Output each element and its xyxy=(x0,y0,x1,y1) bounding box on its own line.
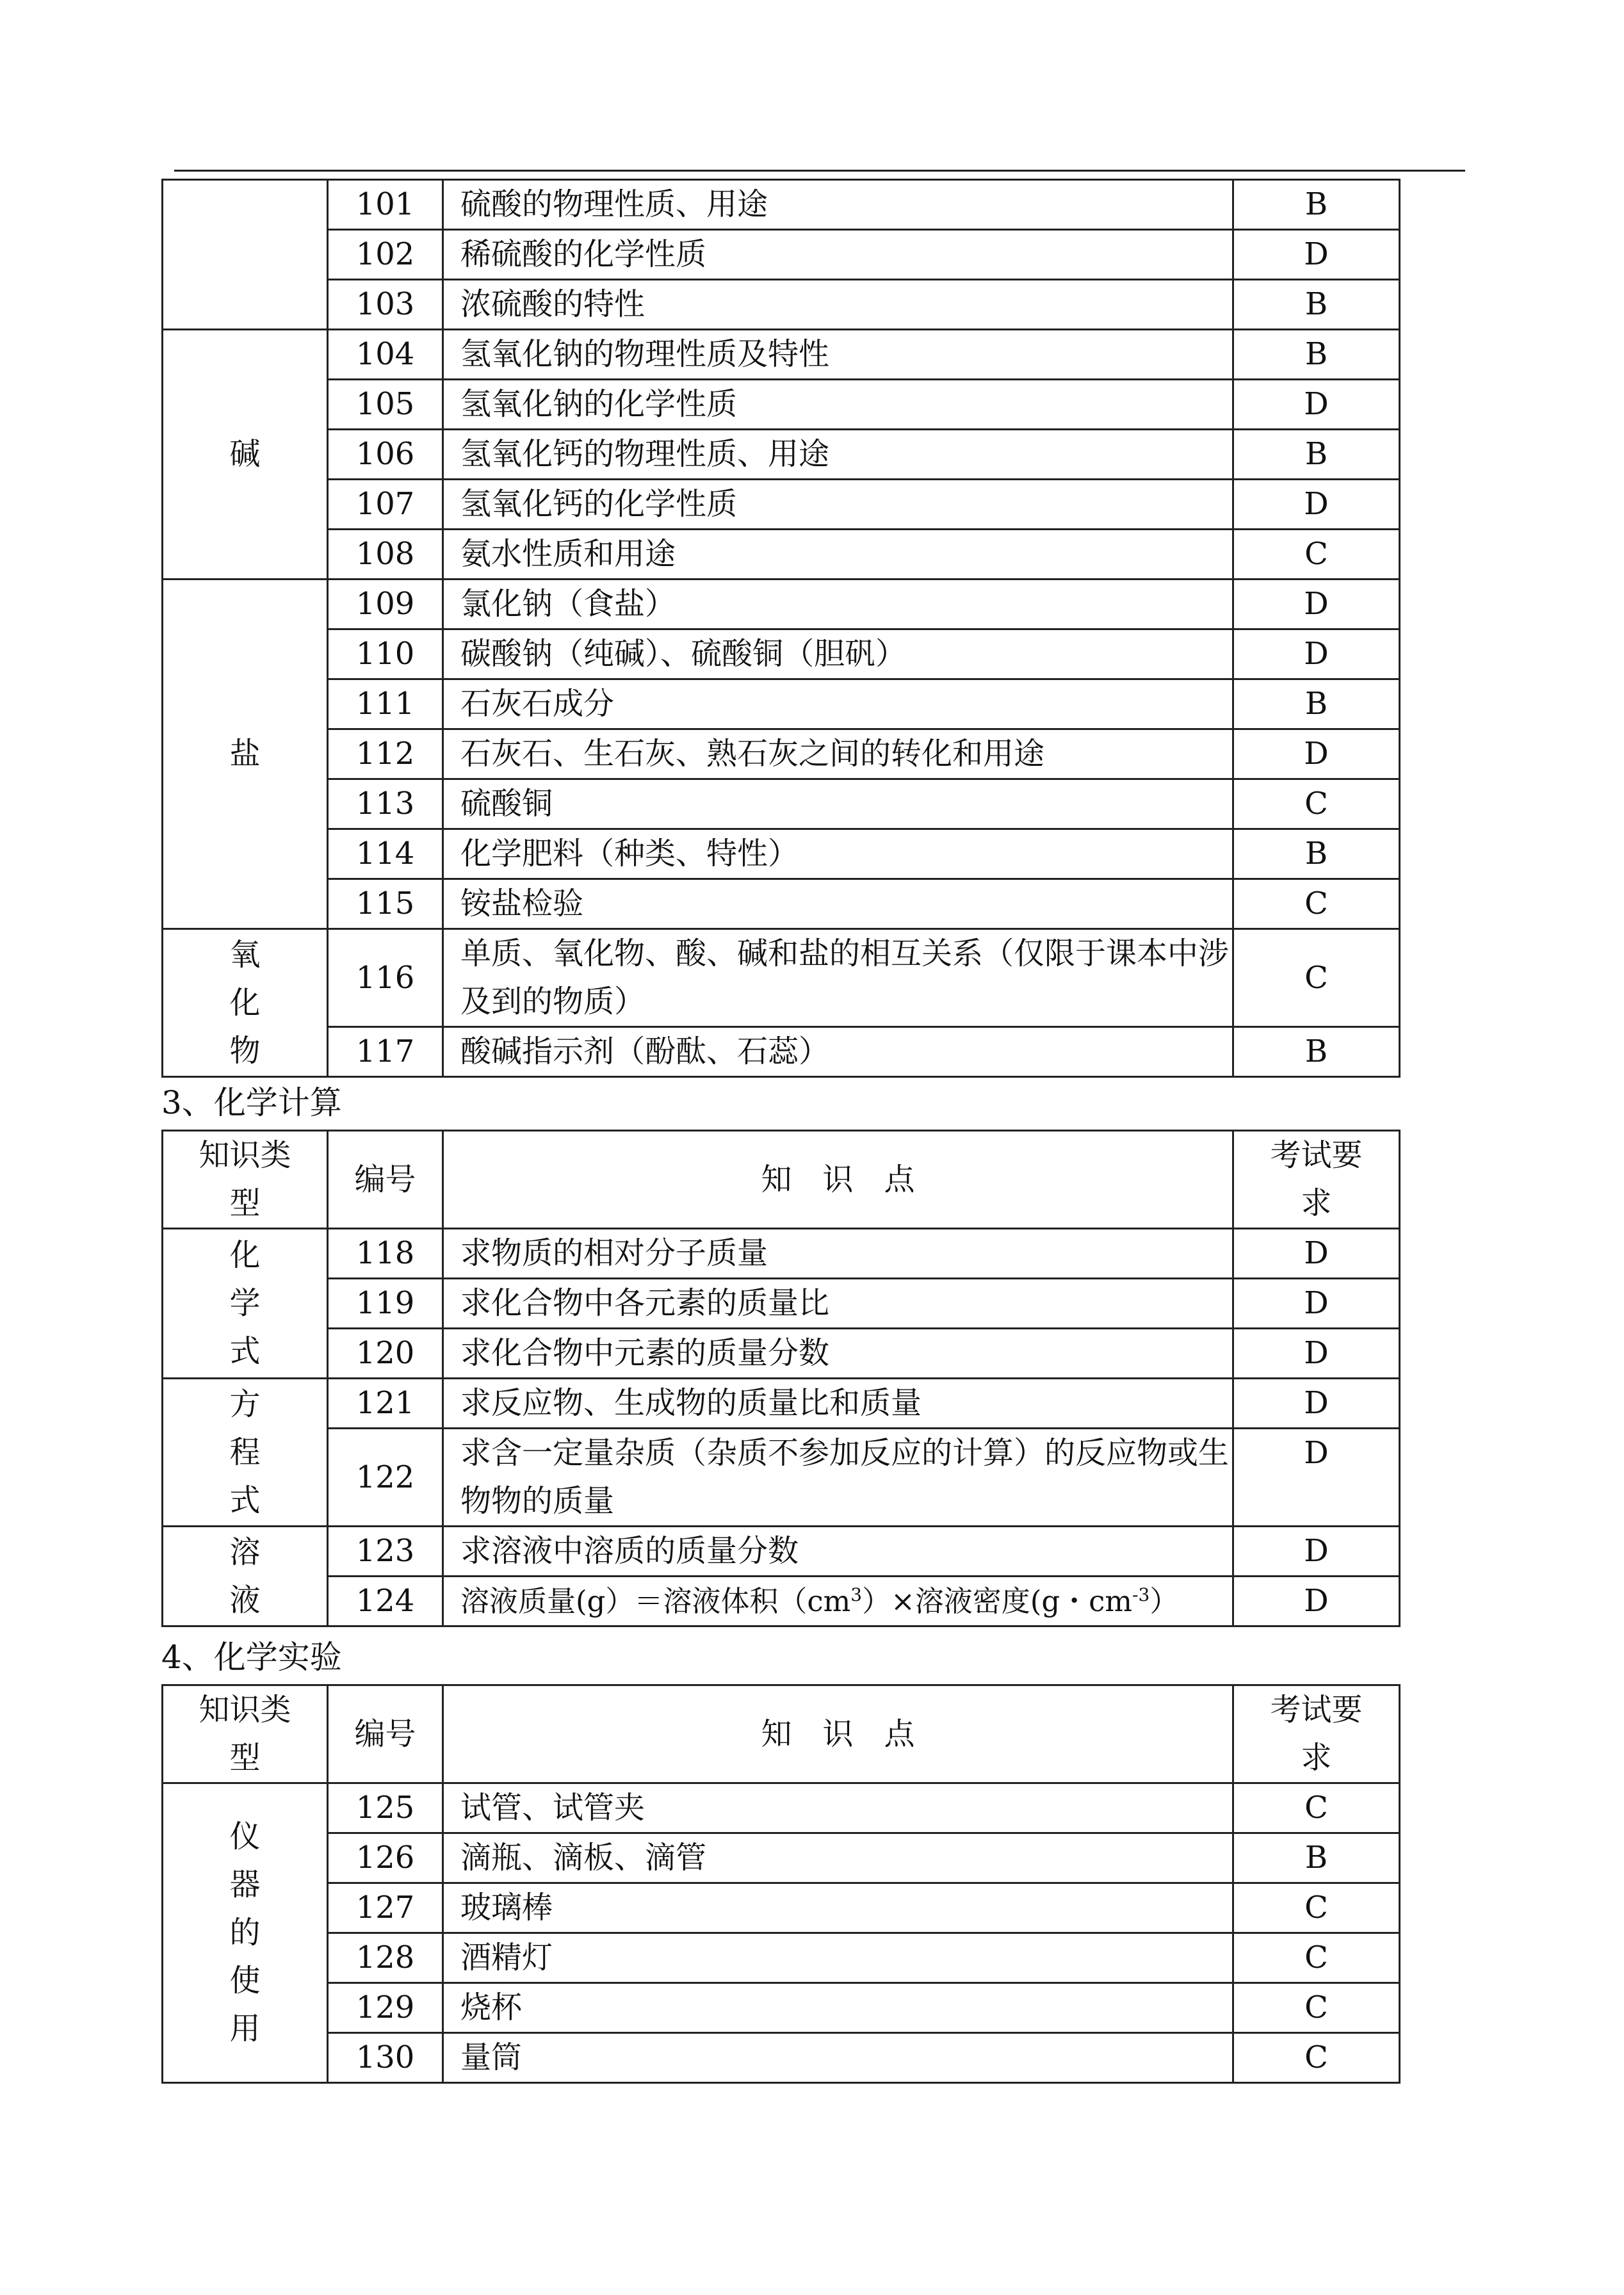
header-knowledge-point: 知识点 xyxy=(443,1685,1233,1783)
header-number: 编号 xyxy=(328,1131,443,1229)
table-row xyxy=(163,430,1400,480)
knowledge-point: 试管、试管夹 xyxy=(443,1783,1233,1833)
knowledge-point: 氢氧化钙的物理性质、用途 xyxy=(443,430,1233,480)
row-number: 125 xyxy=(328,1783,443,1833)
exam-requirement: B xyxy=(1233,280,1400,330)
row-number: 111 xyxy=(328,679,443,729)
exam-requirement: C xyxy=(1233,1983,1400,2033)
table-row xyxy=(163,729,1400,779)
table-row xyxy=(163,1783,1400,1833)
exam-requirement: B xyxy=(1233,1027,1400,1077)
exam-requirement: C xyxy=(1233,2033,1400,2083)
row-number: 104 xyxy=(328,330,443,380)
row-number: 127 xyxy=(328,1883,443,1933)
category-base: 碱 xyxy=(163,330,328,580)
table-row xyxy=(163,380,1400,430)
table-row xyxy=(163,1833,1400,1883)
knowledge-point: 氢氧化钠的物理性质及特性 xyxy=(443,330,1233,380)
table-header-row xyxy=(163,1131,1400,1229)
knowledge-point: 石灰石成分 xyxy=(443,679,1233,729)
row-number: 119 xyxy=(328,1279,443,1329)
row-number: 117 xyxy=(328,1027,443,1077)
table-row xyxy=(163,180,1400,230)
knowledge-point: 求含一定量杂质（杂质不参加反应的计算）的反应物或生物物的质量 xyxy=(443,1429,1233,1527)
exam-requirement: D xyxy=(1233,1379,1400,1429)
row-number: 102 xyxy=(328,230,443,280)
table-row xyxy=(163,629,1400,679)
knowledge-point: 氨水性质和用途 xyxy=(443,530,1233,580)
table-row xyxy=(163,829,1400,879)
knowledge-point: 稀硫酸的化学性质 xyxy=(443,230,1233,280)
exam-requirement: C xyxy=(1233,1933,1400,1983)
table-row xyxy=(163,2033,1400,2083)
row-number: 107 xyxy=(328,480,443,530)
category-acid-cell xyxy=(163,180,328,330)
row-number: 106 xyxy=(328,430,443,480)
table-header-row xyxy=(163,1685,1400,1783)
knowledge-point: 溶液质量(g）＝溶液体积$(cm^3)\times$溶液密度(g・$cm^{-3}$） xyxy=(443,1577,1233,1626)
knowledge-point: 碳酸钠（纯碱）、硫酸铜（胆矾） xyxy=(443,629,1233,679)
knowledge-point: 求化合物中各元素的质量比 xyxy=(443,1279,1233,1329)
row-number: 109 xyxy=(328,580,443,629)
exam-requirement: B xyxy=(1233,330,1400,380)
exam-requirement: D xyxy=(1233,480,1400,530)
knowledge-point: 玻璃棒 xyxy=(443,1883,1233,1933)
row-number: 130 xyxy=(328,2033,443,2083)
knowledge-point: 石灰石、生石灰、熟石灰之间的转化和用途 xyxy=(443,729,1233,779)
category-solution: 溶 液 xyxy=(163,1527,328,1626)
table-row xyxy=(163,679,1400,729)
table-row xyxy=(163,779,1400,829)
knowledge-point: 烧杯 xyxy=(443,1983,1233,2033)
exam-requirement: D xyxy=(1233,230,1400,280)
exam-requirement: C xyxy=(1233,530,1400,580)
table-row xyxy=(163,330,1400,380)
row-number: 123 xyxy=(328,1527,443,1577)
section-title-chemical-calculation: 3、化学计算 xyxy=(161,1084,342,1121)
exam-requirement: C xyxy=(1233,929,1400,1027)
exam-requirement: B xyxy=(1233,430,1400,480)
row-number: 129 xyxy=(328,1983,443,2033)
category-equation: 方 程 式 xyxy=(163,1379,328,1527)
header-number: 编号 xyxy=(328,1685,443,1783)
knowledge-point: 求化合物中元素的质量分数 xyxy=(443,1329,1233,1379)
category-oxide xyxy=(163,929,328,1077)
exam-requirement: B xyxy=(1233,180,1400,230)
knowledge-point: 氯化钠（食盐） xyxy=(443,580,1233,629)
knowledge-point: 滴瓶、滴板、滴管 xyxy=(443,1833,1233,1883)
row-number: 122 xyxy=(328,1429,443,1527)
table-row xyxy=(163,530,1400,580)
table-row xyxy=(163,879,1400,929)
knowledge-point: 量筒 xyxy=(443,2033,1233,2083)
knowledge-point: 氢氧化钠的化学性质 xyxy=(443,380,1233,430)
table-row xyxy=(163,1329,1400,1379)
table-row xyxy=(163,1379,1400,1429)
exam-requirement: D xyxy=(1233,580,1400,629)
knowledge-point: 单质、氧化物、酸、碱和盐的相互关系（仅限于课本中涉及到的物质） xyxy=(443,929,1233,1027)
table-row xyxy=(163,1983,1400,2033)
row-number: 116 xyxy=(328,929,443,1027)
table-row xyxy=(163,580,1400,629)
header-exam-requirement: 考试要求 xyxy=(1233,1131,1400,1229)
category-formula: 化 学 式 xyxy=(163,1229,328,1379)
exam-requirement: D xyxy=(1233,1577,1400,1626)
exam-requirement: D xyxy=(1233,1229,1400,1279)
knowledge-point: 浓硫酸的特性 xyxy=(443,280,1233,330)
knowledge-point: 酸碱指示剂（酚酞、石蕊） xyxy=(443,1027,1233,1077)
row-number: 110 xyxy=(328,629,443,679)
row-number: 121 xyxy=(328,1379,443,1429)
exam-requirement: B xyxy=(1233,829,1400,879)
exam-requirement: D xyxy=(1233,1527,1400,1577)
knowledge-point: 求溶液中溶质的质量分数 xyxy=(443,1527,1233,1577)
row-number: 124 xyxy=(328,1577,443,1626)
table-row xyxy=(163,1883,1400,1933)
row-number: 101 xyxy=(328,180,443,230)
table-chemical-calculation xyxy=(161,1130,1401,1627)
row-number: 120 xyxy=(328,1329,443,1379)
exam-requirement: D xyxy=(1233,729,1400,779)
knowledge-point: 氢氧化钙的化学性质 xyxy=(443,480,1233,530)
exam-requirement: C xyxy=(1233,1783,1400,1833)
table-row xyxy=(163,1229,1400,1279)
knowledge-point: 酒精灯 xyxy=(443,1933,1233,1983)
table-acids-bases-salts xyxy=(161,179,1401,1078)
row-number: 112 xyxy=(328,729,443,779)
row-number: 114 xyxy=(328,829,443,879)
exam-requirement: B xyxy=(1233,679,1400,729)
table-row xyxy=(163,280,1400,330)
row-number: 128 xyxy=(328,1933,443,1983)
exam-requirement: D xyxy=(1233,380,1400,430)
exam-requirement: C xyxy=(1233,779,1400,829)
row-number: 118 xyxy=(328,1229,443,1279)
table-row xyxy=(163,1279,1400,1329)
knowledge-point: 求物质的相对分子质量 xyxy=(443,1229,1233,1279)
table-row xyxy=(163,1527,1400,1577)
header-knowledge-point: 知识点 xyxy=(443,1131,1233,1229)
row-number: 113 xyxy=(328,779,443,829)
category-oxide-text: 氧 化 物 xyxy=(229,936,261,1069)
knowledge-point: 求反应物、生成物的质量比和质量 xyxy=(443,1379,1233,1429)
exam-requirement: D xyxy=(1233,629,1400,679)
header-knowledge-type: 知识类型 xyxy=(163,1131,328,1229)
header-exam-requirement: 考试要求 xyxy=(1233,1685,1400,1783)
knowledge-point: 硫酸铜 xyxy=(443,779,1233,829)
knowledge-point: 化学肥料（种类、特性） xyxy=(443,829,1233,879)
exam-requirement: C xyxy=(1233,1883,1400,1933)
row-number: 115 xyxy=(328,879,443,929)
table-chemical-experiment xyxy=(161,1684,1401,2084)
exam-requirement: C xyxy=(1233,879,1400,929)
exam-requirement: D xyxy=(1233,1429,1400,1527)
knowledge-point: 硫酸的物理性质、用途 xyxy=(443,180,1233,230)
table-row xyxy=(163,1429,1400,1527)
row-number: 108 xyxy=(328,530,443,580)
header-rule xyxy=(174,170,1465,172)
row-number: 105 xyxy=(328,380,443,430)
section-title-chemical-experiment: 4、化学实验 xyxy=(161,1639,342,1676)
table-row xyxy=(163,1933,1400,1983)
header-knowledge-type: 知识类型 xyxy=(163,1685,328,1783)
category-salt: 盐 xyxy=(163,580,328,929)
table-row xyxy=(163,929,1400,1027)
exam-requirement: D xyxy=(1233,1329,1400,1379)
table-row xyxy=(163,1577,1400,1626)
row-number: 103 xyxy=(328,280,443,330)
table-row xyxy=(163,480,1400,530)
knowledge-point: 铵盐检验 xyxy=(443,879,1233,929)
row-number: 126 xyxy=(328,1833,443,1883)
table-row xyxy=(163,230,1400,280)
table-row xyxy=(163,1027,1400,1077)
category-instrument-use: 仪 器 的 使 用 xyxy=(163,1783,328,2083)
exam-requirement: D xyxy=(1233,1279,1400,1329)
exam-requirement: B xyxy=(1233,1833,1400,1883)
